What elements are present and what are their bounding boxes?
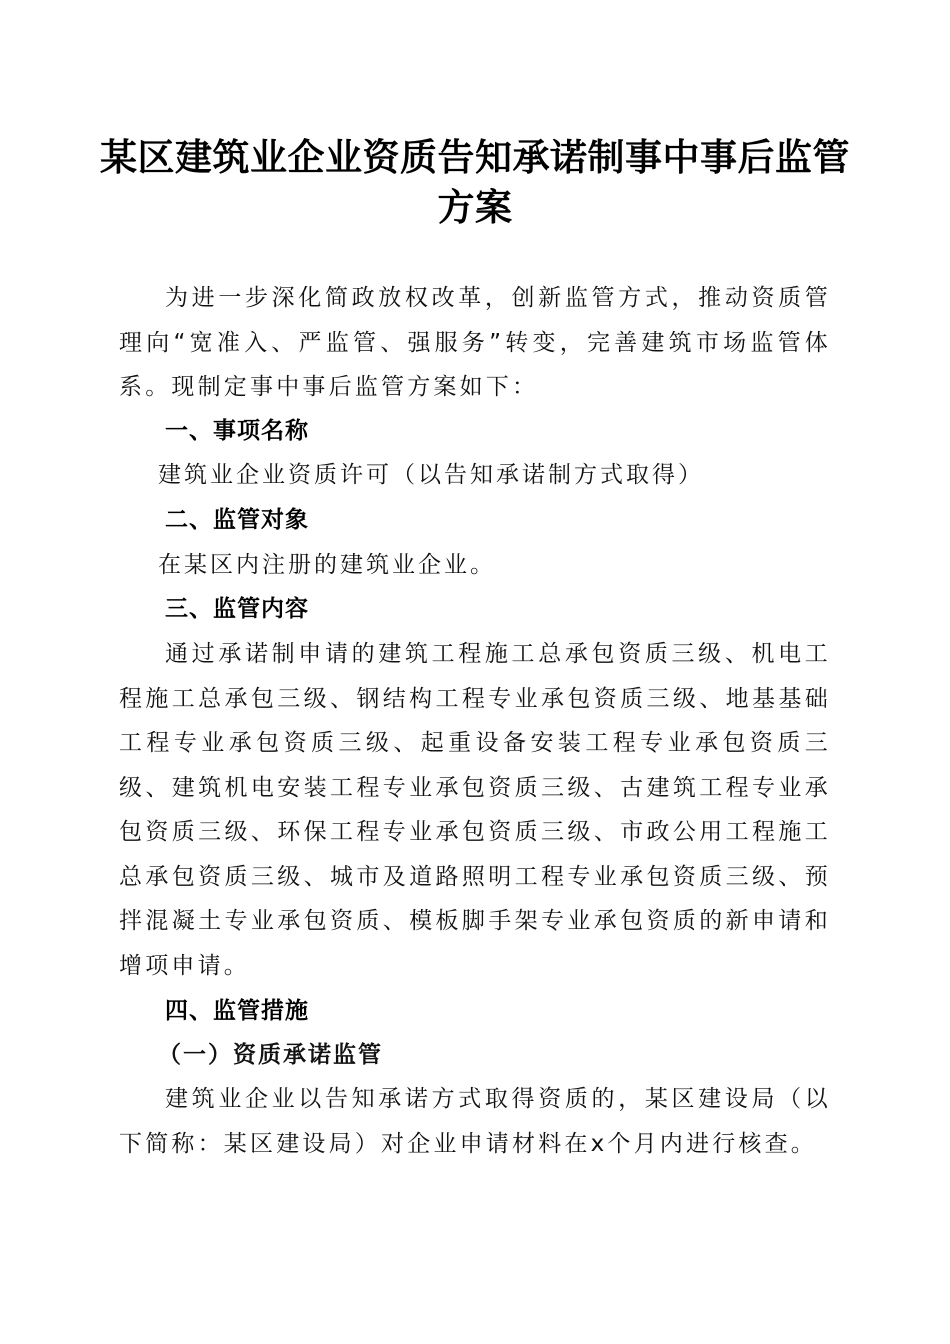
section3-content: 通过承诺制申请的建筑工程施工总承包资质三级、机电工程施工总承包三级、钢结构工程专业承包资质三级、地基基础工程专业承包资质三级、起重设备安装工程专业承包资质三级、建筑机电安装工程专业承包资质三级、古建筑工程专业承包资质三级、环保工程专业承包资质三级、市政公用工程施工总承包资质三级、城市及道路照明工程专业承包资质三级、预拌混凝土专业承包资质、模板脚手架专业承包资质的新申请和增项申请。 (119, 641, 831, 979)
intro-paragraph: 为进一步深化简政放权改革，创新监管方式，推动资质管理向“宽准入、严监管、强服务”转变，完善建筑市场监管体系。现制定事中事后监管方案如下： (119, 285, 831, 400)
section4-sub1-heading: （一）资质承诺监管 (158, 1042, 383, 1068)
document-title-line2: 方案 (437, 185, 513, 229)
section1-content: 建筑业企业资质许可（以告知承诺制方式取得） (158, 462, 704, 488)
section4-heading: 四、监管措施 (165, 998, 309, 1024)
section1-heading: 一、事项名称 (165, 418, 309, 444)
section4-sub1-content: 建筑业企业以告知承诺方式取得资质的，某区建设局（以下简称：某区建设局）对企业申请材料在x个月内进行核查。 (119, 1086, 831, 1157)
document-title-line1: 某区建筑业企业资质告知承诺制事中事后监管 (100, 135, 850, 179)
section2-heading: 二、监管对象 (165, 507, 309, 533)
section2-content: 在某区内注册的建筑业企业。 (158, 552, 496, 578)
section3-heading: 三、监管内容 (165, 596, 309, 622)
